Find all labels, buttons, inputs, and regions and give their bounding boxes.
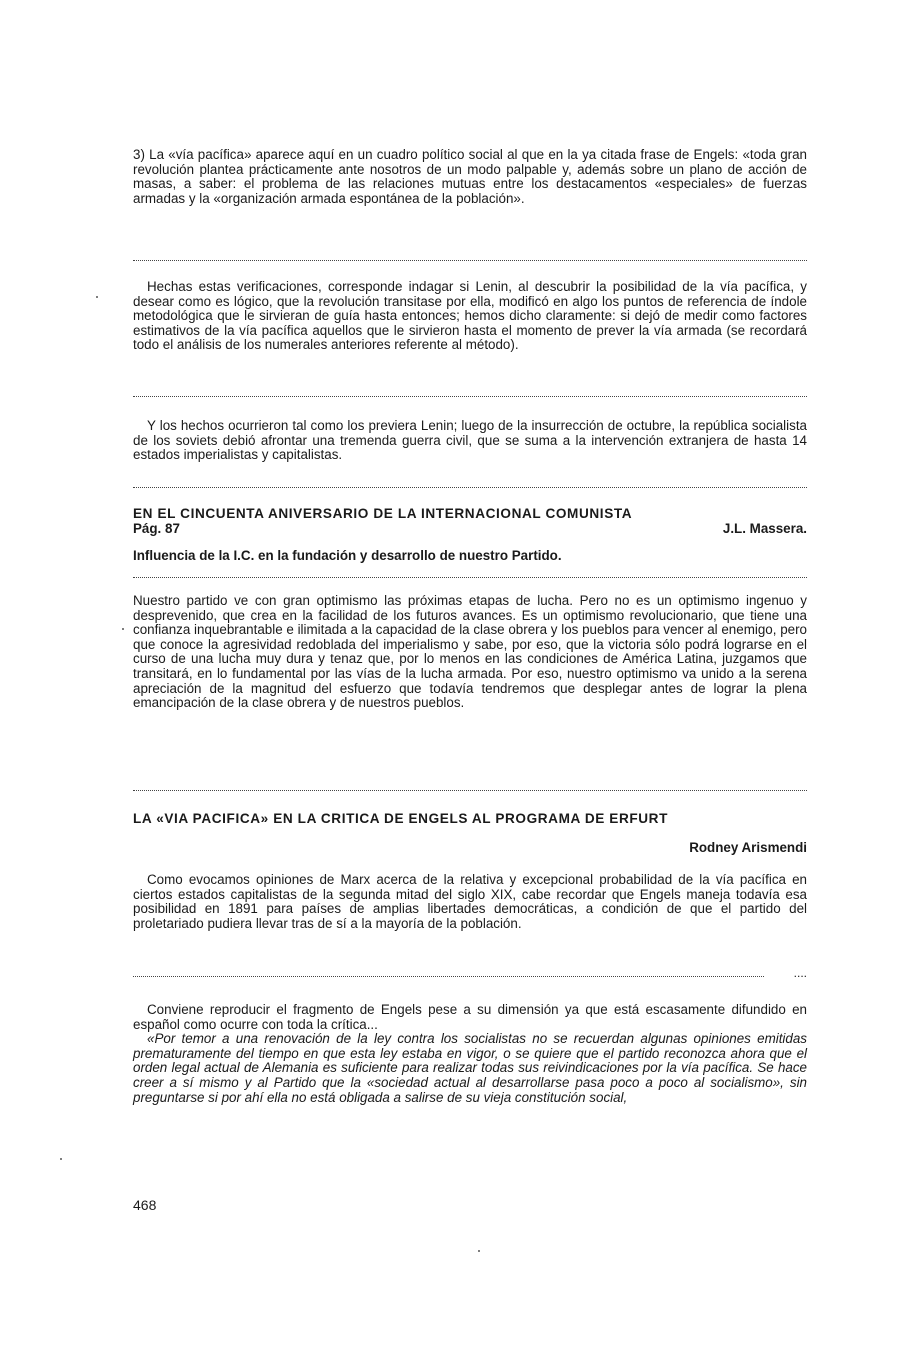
section-heading-via-pacifica-engels: LA «VIA PACIFICA» EN LA CRITICA DE ENGELS AL PROGRAMA DE ERFURT [133, 811, 668, 826]
page-number: 468 [133, 1197, 157, 1213]
separator-tail: .... [793, 966, 807, 980]
author-arismendi: Rodney Arismendi [689, 840, 807, 855]
section-heading-internacional-comunista: EN EL CINCUENTA ANIVERSARIO DE LA INTERNACIONAL COMUNISTA [133, 506, 633, 521]
paragraph-vía-pacífica-engels: 3) La «vía pacífica» aparece aquí en un cuadro político social al que en la ya citada frase de Engels: «toda gran revolución plantea prácticamente ante nosotros de un modo palpable y, además sobre un plano de acción de masas, a saber: el problema de las relaciones mutuas entre los destacamentos «especiales» de fuerzas armadas y la «organización armada espontánea de la población». [133, 147, 807, 206]
paragraph-quote-engels: «Por temor a una renovación de la ley contra los socialistas no se recuerdan algunas opiniones emitidas prematuramente del tiempo en que esta ley estaba en vigor, o se quiere que el partido reconozca ahora que el orden legal actual de Alemania es suficiente para realizar todas sus reivindicaciones por la vía pacífica. Se hace creer a sí mismo y al Partido que la «sociedad actual al desarrollarse pasa poco a poco al socialismo», sin preguntarse si por ahí ella no está obligada a salirse de su vieja constitución social, [133, 1031, 807, 1105]
heading-meta-row [133, 521, 807, 536]
paragraph-hechos-ocurrieron: Y los hechos ocurrieron tal como los previera Lenin; luego de la insurrección de octubre, la república socialista de los soviets debió afrontar una tremenda guerra civil, que se suma a la intervención extranjera de hasta 14 estados imperialistas y capitalistas. [133, 418, 807, 463]
section-subheading: Influencia de la I.C. en la fundación y desarrollo de nuestro Partido. [133, 548, 562, 563]
paragraph-conviene-reproducir: Conviene reproducir el fragmento de Engels pese a su dimensión ya que está escasamente difundido en español como ocurre con toda la crítica... [133, 1002, 807, 1032]
author-massera: J.L. Massera. [722, 521, 807, 536]
scan-speck [478, 1250, 480, 1252]
paragraph-lenin-verificaciones: Hechas estas verificaciones, corresponde indagar si Lenin, al descubrir la posibilidad de la vía pacífica, y desear como es lógico, que la revolución transitase por ella, modificó en algo los puntos de referencia de índole metodológica que le sirvieran de guía hasta entonces; hemos dicho claramente: si dejó de medir como factores estimativos de la vía pacífica aquellos que le sirvieron hasta el momento de prever la vía armada (se recordará todo el análisis de los numerales anteriores referente al método). [133, 279, 807, 353]
dotted-separator-row [133, 966, 807, 980]
paragraph-marx-engels: Como evocamos opiniones de Marx acerca de la relativa y excepcional probabilidad de la vía pacífica en ciertos estados capitalistas de la segunda mitad del siglo XIX, cabe recordar que Engels maneja todavía esa posibilidad en 1891 para países de amplias libertades democráticas, a condición de que el partido del proletariado pudiera llevar tras de sí a la mayoría de la población. [133, 872, 807, 931]
dotted-separator [133, 976, 764, 977]
paragraph-optimismo: Nuestro partido ve con gran optimismo las próximas etapas de lucha. Pero no es un optimismo ingenuo y desprevenido, que crea en la facilidad de los futuros avances. Es un optimismo revolucionario, que tiene una confianza inquebrantable e ilimitada a la capacidad de la clase obrera y los pueblos para vencer al enemigo, pero que conoce la agresividad redoblada del imperialismo y sabe, por eso, que la victoria sólo podrá lograrse en el curso de una lucha muy dura y tenaz que, por lo menos en las condiciones de América Latina, juzgamos que transitará, en lo fundamental por las vías de la lucha armada. Por eso, nuestro optimismo va unido a la serena apreciación de la magnitud del esfuerzo que todavía tendremos que desplegar antes de lograr la plena emancipación de la clase obrera y de nuestros pueblos. [133, 593, 807, 711]
page-reference: Pág. 87 [133, 521, 180, 536]
document-page [133, 148, 807, 1105]
scan-speck [122, 628, 124, 630]
scan-speck [96, 296, 98, 298]
scan-speck [60, 1158, 62, 1160]
